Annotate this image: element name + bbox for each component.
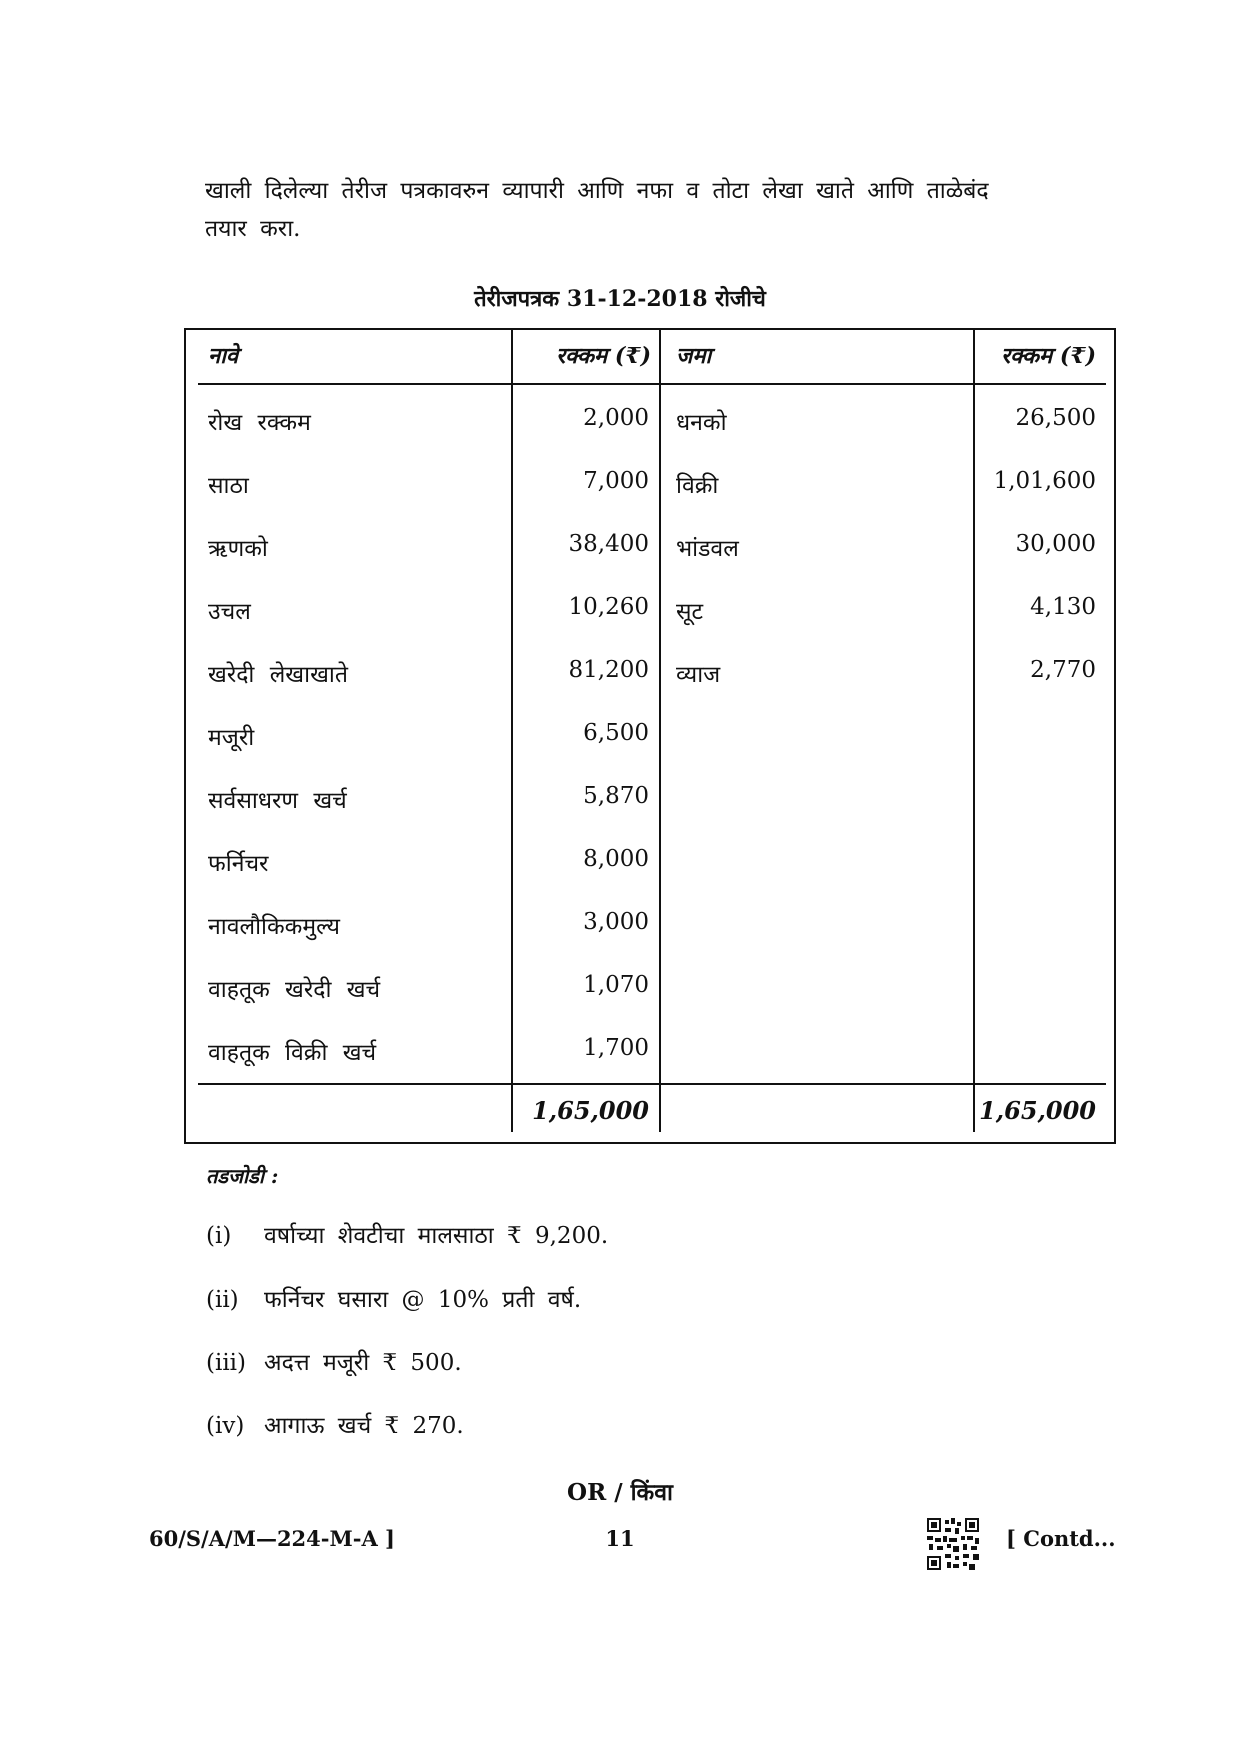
- credit-amount: 1,01,600: [993, 468, 1096, 494]
- credit-amount: 26,500: [1015, 405, 1096, 431]
- debit-amount: 8,000: [583, 846, 649, 872]
- debit-label: उचल: [208, 599, 251, 625]
- debit-label: ऋणको: [208, 536, 268, 562]
- adjustment-item: [206, 1408, 464, 1440]
- adjustment-text: आगाऊ खर्च ₹ 270.: [264, 1413, 464, 1439]
- adjustment-number: (ii): [206, 1287, 239, 1313]
- debit-label: सर्वसाधरण खर्च: [208, 788, 347, 814]
- paper-code: 60/S/A/M—224-M-A ]: [149, 1526, 395, 1551]
- credit-total: 1,65,000: [979, 1096, 1096, 1125]
- credit-label: विक्री: [676, 473, 719, 499]
- debit-amount: 6,500: [583, 720, 649, 746]
- debit-amount: 38,400: [568, 531, 649, 557]
- debit-label: साठा: [208, 473, 249, 499]
- qr-code-icon: [925, 1516, 981, 1572]
- adjustment-item: [206, 1345, 462, 1377]
- adjustment-number: (iv): [206, 1413, 245, 1439]
- credit-label: भांडवल: [676, 536, 739, 562]
- debit-label: वाहतूक विक्री खर्च: [208, 1040, 377, 1066]
- credit-amount: 30,000: [1015, 531, 1096, 557]
- adjustments-title: तडजोडी :: [206, 1164, 279, 1188]
- credit-amount: 2,770: [1030, 657, 1096, 683]
- table-title: तेरीजपत्रक 31-12-2018 रोजीचे: [474, 286, 766, 312]
- debit-amount: 5,870: [583, 783, 649, 809]
- question-instruction: खाली दिलेल्या तेरीज पत्रकावरुन व्यापारी आणि नफा व तोटा लेखा खाते आणि ताळेबंद तयार करा.: [205, 178, 989, 242]
- debit-label: वाहतूक खरेदी खर्च: [208, 977, 381, 1003]
- adjustment-text: वर्षाच्या शेवटीचा मालसाठा ₹ 9,200.: [264, 1223, 609, 1249]
- debit-label: नावलौकिकमुल्य: [208, 914, 340, 940]
- column-divider: [659, 330, 661, 1132]
- credit-amount: 4,130: [1030, 594, 1096, 620]
- header-rule: [198, 383, 1106, 385]
- debit-amount: 3,000: [583, 909, 649, 935]
- or-separator: OR / किंवा: [567, 1479, 673, 1506]
- page-number: 11: [605, 1526, 635, 1551]
- adjustment-item: [206, 1218, 608, 1250]
- debit-label: मजूरी: [208, 725, 255, 751]
- adjustment-number: (iii): [206, 1350, 247, 1376]
- debit-amount: 2,000: [583, 405, 649, 431]
- column-divider: [973, 330, 975, 1132]
- adjustment-item: [206, 1282, 581, 1314]
- column-divider: [511, 330, 513, 1132]
- credit-label: धनको: [676, 410, 727, 436]
- adjustment-text: अदत्त मजूरी ₹ 500.: [264, 1350, 462, 1376]
- header-credit-amount: रक्कम (₹): [1001, 343, 1096, 369]
- debit-total: 1,65,000: [532, 1096, 649, 1125]
- debit-amount: 1,070: [583, 972, 649, 998]
- trial-balance-table: [184, 328, 1116, 1144]
- debit-label: रोख रक्कम: [208, 410, 311, 436]
- debit-label: फर्निचर: [208, 851, 269, 877]
- total-rule: [198, 1083, 1106, 1085]
- adjustment-text: फर्निचर घसारा @ 10% प्रती वर्ष.: [264, 1287, 582, 1313]
- credit-label: सूट: [676, 599, 704, 625]
- debit-amount: 10,260: [568, 594, 649, 620]
- header-debit-amount: रक्कम (₹): [556, 343, 651, 369]
- header-debit: नावे: [208, 343, 239, 369]
- header-credit: जमा: [676, 343, 712, 369]
- credit-label: व्याज: [676, 662, 721, 688]
- debit-amount: 81,200: [568, 657, 649, 683]
- debit-label: खरेदी लेखाखाते: [208, 662, 348, 688]
- debit-amount: 1,700: [583, 1035, 649, 1061]
- continued-label: [ Contd...: [1006, 1526, 1116, 1551]
- debit-amount: 7,000: [583, 468, 649, 494]
- adjustment-number: (i): [206, 1223, 232, 1249]
